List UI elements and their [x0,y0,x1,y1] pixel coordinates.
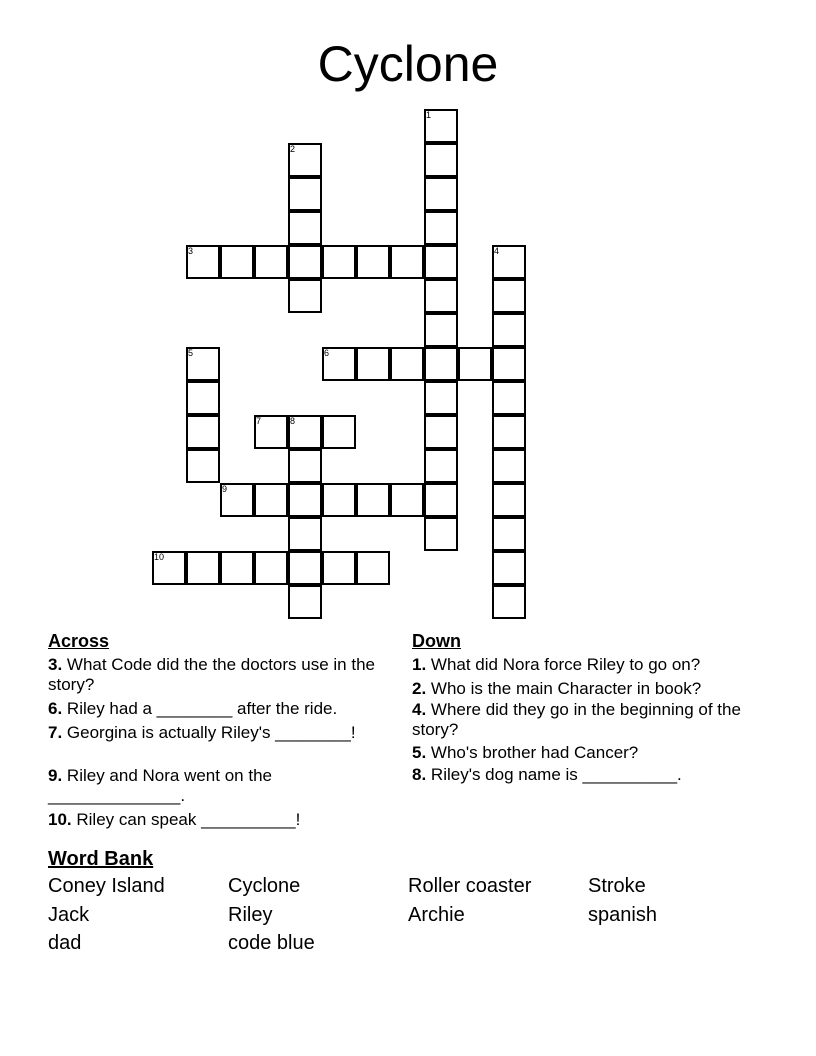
clue-text: What Code did the the doctors use in the story? [48,655,375,694]
grid-cell[interactable] [322,483,356,517]
grid-cell[interactable] [254,483,288,517]
down-clue [412,655,752,675]
down-clue [412,743,752,763]
grid-cell[interactable] [390,245,424,279]
clue-text: Who is the main Character in book? [426,679,702,698]
grid-cell[interactable] [288,483,322,517]
grid-cell[interactable] [424,177,458,211]
word-bank-item: Riley [228,904,273,926]
clue-number: 7 [256,416,262,426]
grid-cell[interactable] [390,483,424,517]
clue-number: 3 [188,246,194,256]
grid-cell[interactable] [220,551,254,585]
grid-cell[interactable] [356,551,390,585]
clue-number: 5 [188,348,194,358]
grid-cell[interactable] [492,279,526,313]
grid-cell[interactable] [424,279,458,313]
down-heading: Down [412,631,461,651]
clue-number: 6 [324,348,330,358]
grid-cell[interactable] [186,381,220,415]
grid-cell[interactable] [390,347,424,381]
grid-cell[interactable] [322,551,356,585]
grid-cell[interactable] [288,449,322,483]
page-title: Cyclone [317,36,499,92]
grid-cell[interactable] [322,415,356,449]
grid-cell[interactable] [424,381,458,415]
grid-cell[interactable] [288,279,322,313]
clue-number-label: 8. [412,765,427,784]
word-bank-item: Archie [408,904,465,926]
grid-cell[interactable] [288,177,322,211]
grid-cell[interactable] [424,449,458,483]
clue-number: 1 [426,110,432,120]
grid-cell[interactable] [424,143,458,177]
grid-cell[interactable] [288,585,322,619]
grid-cell[interactable] [458,347,492,381]
clue-number-label: 3. [48,655,63,674]
grid-cell[interactable] [356,245,390,279]
across-clue [48,766,388,806]
grid-cell[interactable] [424,347,458,381]
grid-cell[interactable] [492,517,526,551]
grid-cell[interactable] [492,381,526,415]
word-bank-item: Stroke [588,875,646,897]
clue-number-label: 9. [48,766,63,785]
clue-number: 9 [222,484,228,494]
clue-text: Riley had a ________ after the ride. [62,699,338,718]
grid-cell[interactable] [492,347,526,381]
grid-cell[interactable] [424,245,458,279]
grid-cell[interactable] [356,483,390,517]
clue-text: Riley and Nora went on the ______________. [48,766,272,805]
clue-text: Who's brother had Cancer? [426,743,639,762]
clue-number-label: 10. [48,810,72,829]
clue-text: Georgina is actually Riley's ________! [62,723,356,742]
clue-number: 2 [290,144,296,154]
grid-cell[interactable] [186,449,220,483]
grid-cell[interactable] [288,245,322,279]
word-bank-item: Cyclone [228,875,301,897]
grid-cell[interactable] [288,551,322,585]
down-clue [412,765,752,785]
across-clue [48,699,388,719]
down-clue [412,679,752,699]
grid-cell[interactable] [424,313,458,347]
grid-cell[interactable] [186,415,220,449]
across-clue [48,723,388,743]
across-clue [48,810,388,830]
grid-cell[interactable] [288,211,322,245]
grid-cell[interactable] [424,211,458,245]
grid-cell[interactable] [322,245,356,279]
word-bank-item: spanish [588,904,657,926]
grid-cell[interactable] [288,517,322,551]
clue-number: 4 [494,246,500,256]
grid-cell[interactable] [254,551,288,585]
grid-cell[interactable] [186,551,220,585]
word-bank-item: Roller coaster [408,875,532,897]
clue-text: Riley's dog name is __________. [426,765,682,784]
grid-cell[interactable] [492,415,526,449]
clue-text: What did Nora force Riley to go on? [426,655,701,674]
word-bank-item: code blue [228,932,315,954]
clue-number-label: 5. [412,743,427,762]
grid-cell[interactable] [220,245,254,279]
word-bank-heading: Word Bank [48,848,154,870]
clue-number-label: 6. [48,699,63,718]
clue-number: 10 [154,552,165,562]
word-bank-item: Jack [48,904,90,926]
grid-cell[interactable] [492,483,526,517]
down-clue [412,700,752,740]
word-bank-item: dad [48,932,82,954]
grid-cell[interactable] [356,347,390,381]
grid-cell[interactable] [492,551,526,585]
across-clue [48,655,388,695]
grid-cell[interactable] [424,517,458,551]
grid-cell[interactable] [424,415,458,449]
clue-text: Where did they go in the beginning of the story? [412,700,741,739]
clue-number-label: 1. [412,655,427,674]
word-bank-item: Coney Island [48,875,165,897]
grid-cell[interactable] [492,449,526,483]
across-heading: Across [48,631,110,651]
clue-text: Riley can speak __________! [71,810,301,829]
grid-cell[interactable] [492,585,526,619]
clue-number-label: 2. [412,679,427,698]
clue-number: 8 [290,416,296,426]
grid-cell[interactable] [424,483,458,517]
grid-cell[interactable] [254,245,288,279]
grid-cell[interactable] [492,313,526,347]
clue-number-label: 7. [48,723,63,742]
clue-number-label: 4. [412,700,427,719]
